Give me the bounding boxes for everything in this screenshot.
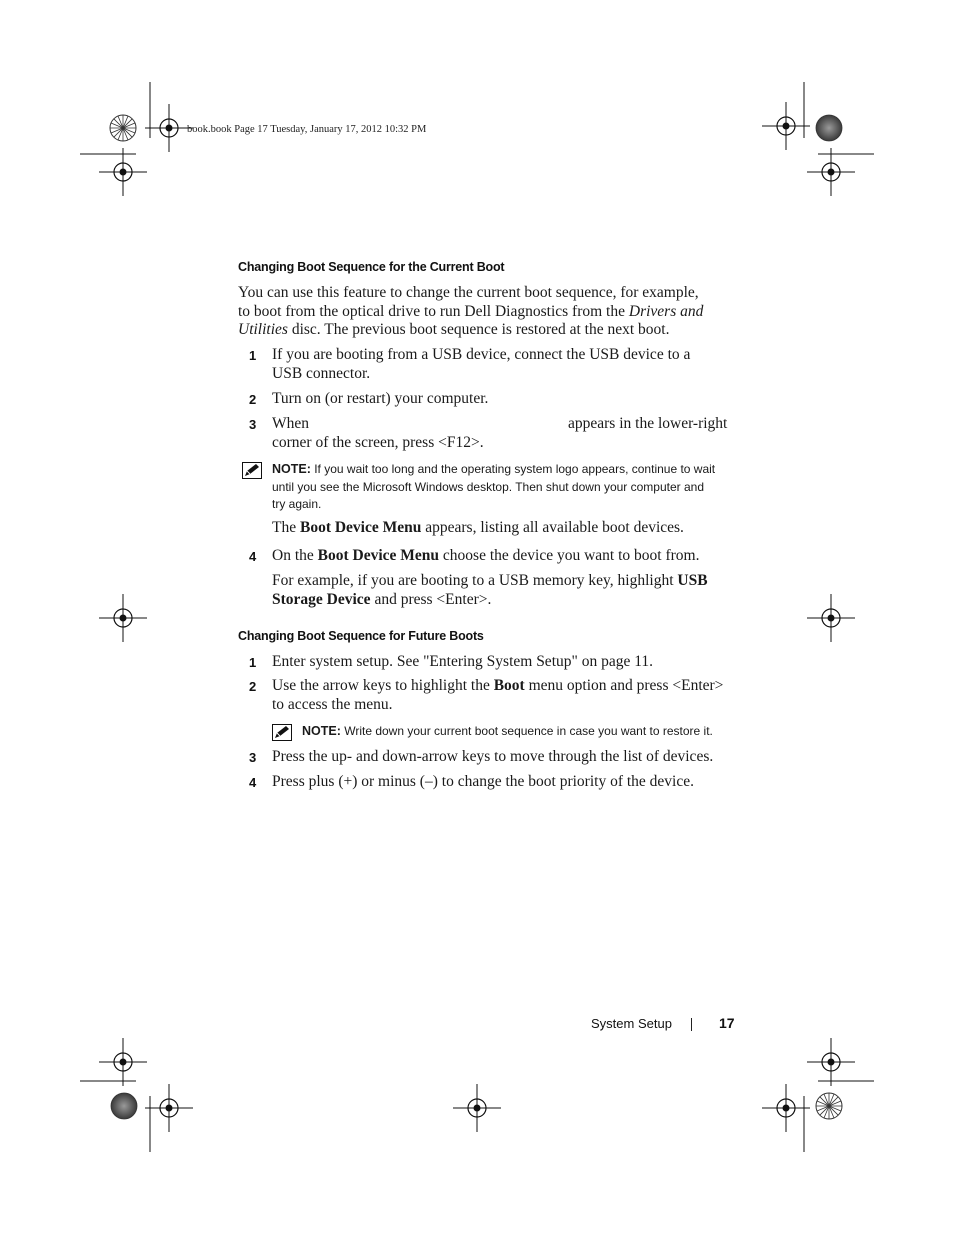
step-number: 1 (249, 348, 257, 363)
gray-target-icon (111, 1093, 137, 1119)
step-number: 3 (249, 417, 257, 432)
footer-section-title: System Setup (591, 1016, 672, 1031)
step-number: 1 (249, 655, 257, 670)
registration-mark-icon (145, 104, 193, 152)
step-text: When corner of the screen, press <F12>. (272, 415, 484, 451)
step-text: Turn on (or restart) your computer. (272, 390, 489, 407)
registration-mark-icon (762, 1084, 810, 1132)
print-slug: book.book Page 17 Tuesday, January 17, 2012 10:32 PM (187, 124, 427, 135)
step-number: 4 (249, 775, 257, 790)
registration-mark-icon (762, 102, 810, 150)
registration-mark-icon (807, 148, 855, 196)
registration-mark-icon (807, 1038, 855, 1086)
footer-divider (691, 1018, 692, 1031)
step-number: 3 (249, 750, 257, 765)
step-text-continued: appears in the lower-right (568, 415, 728, 432)
star-target-icon (110, 115, 136, 141)
note-pencil-icon (272, 724, 292, 741)
star-target-icon (816, 1093, 842, 1119)
step-text: Press plus (+) or minus (–) to change the boot priority of the device. (272, 773, 694, 790)
after-note-text: The Boot Device Menu appears, listing all available boot devices. (272, 519, 684, 536)
step-number: 4 (249, 549, 257, 564)
section-heading-future-boots: Changing Boot Sequence for Future Boots (238, 629, 484, 643)
note-box: NOTE: Write down your current boot sequence in case you want to restore it. (302, 724, 713, 738)
page-number: 17 (719, 1015, 735, 1031)
step-text: If you are booting from a USB device, connect the USB device to a USB connector. (272, 346, 691, 382)
registration-mark-icon (807, 594, 855, 642)
intro-paragraph: You can use this feature to change the current boot sequence, for example, to boot from the optical drive to run Dell Diagnostics from the Drivers and Utilities disc. The previous boot sequence is restored at the next boot. (238, 284, 704, 338)
note-pencil-icon (242, 462, 262, 479)
step-text: Press the up- and down-arrow keys to move through the list of devices. (272, 748, 714, 765)
registration-mark-icon (145, 1084, 193, 1132)
step-text: Enter system setup. See "Entering System Setup" on page 11. (272, 653, 654, 670)
note-box: NOTE: If you wait too long and the operating system logo appears, continue to wait until you see the Microsoft Windows desktop. Then shut down your computer and try again. (272, 462, 716, 511)
section-heading-current-boot: Changing Boot Sequence for the Current Boot (238, 260, 505, 274)
registration-mark-icon (99, 1038, 147, 1086)
registration-mark-icon (99, 594, 147, 642)
step-text: Use the arrow keys to highlight the Boot menu option and press <Enter> to access the menu. (272, 677, 724, 713)
registration-mark-icon (453, 1084, 501, 1132)
registration-mark-icon (99, 148, 147, 196)
gray-target-icon (816, 115, 842, 141)
step-text: On the Boot Device Menu choose the device you want to boot from. (272, 547, 700, 564)
step-number: 2 (249, 392, 257, 407)
example-text: For example, if you are booting to a USB memory key, highlight USB Storage Device and press <Enter>. (272, 572, 708, 608)
step-number: 2 (249, 679, 257, 694)
